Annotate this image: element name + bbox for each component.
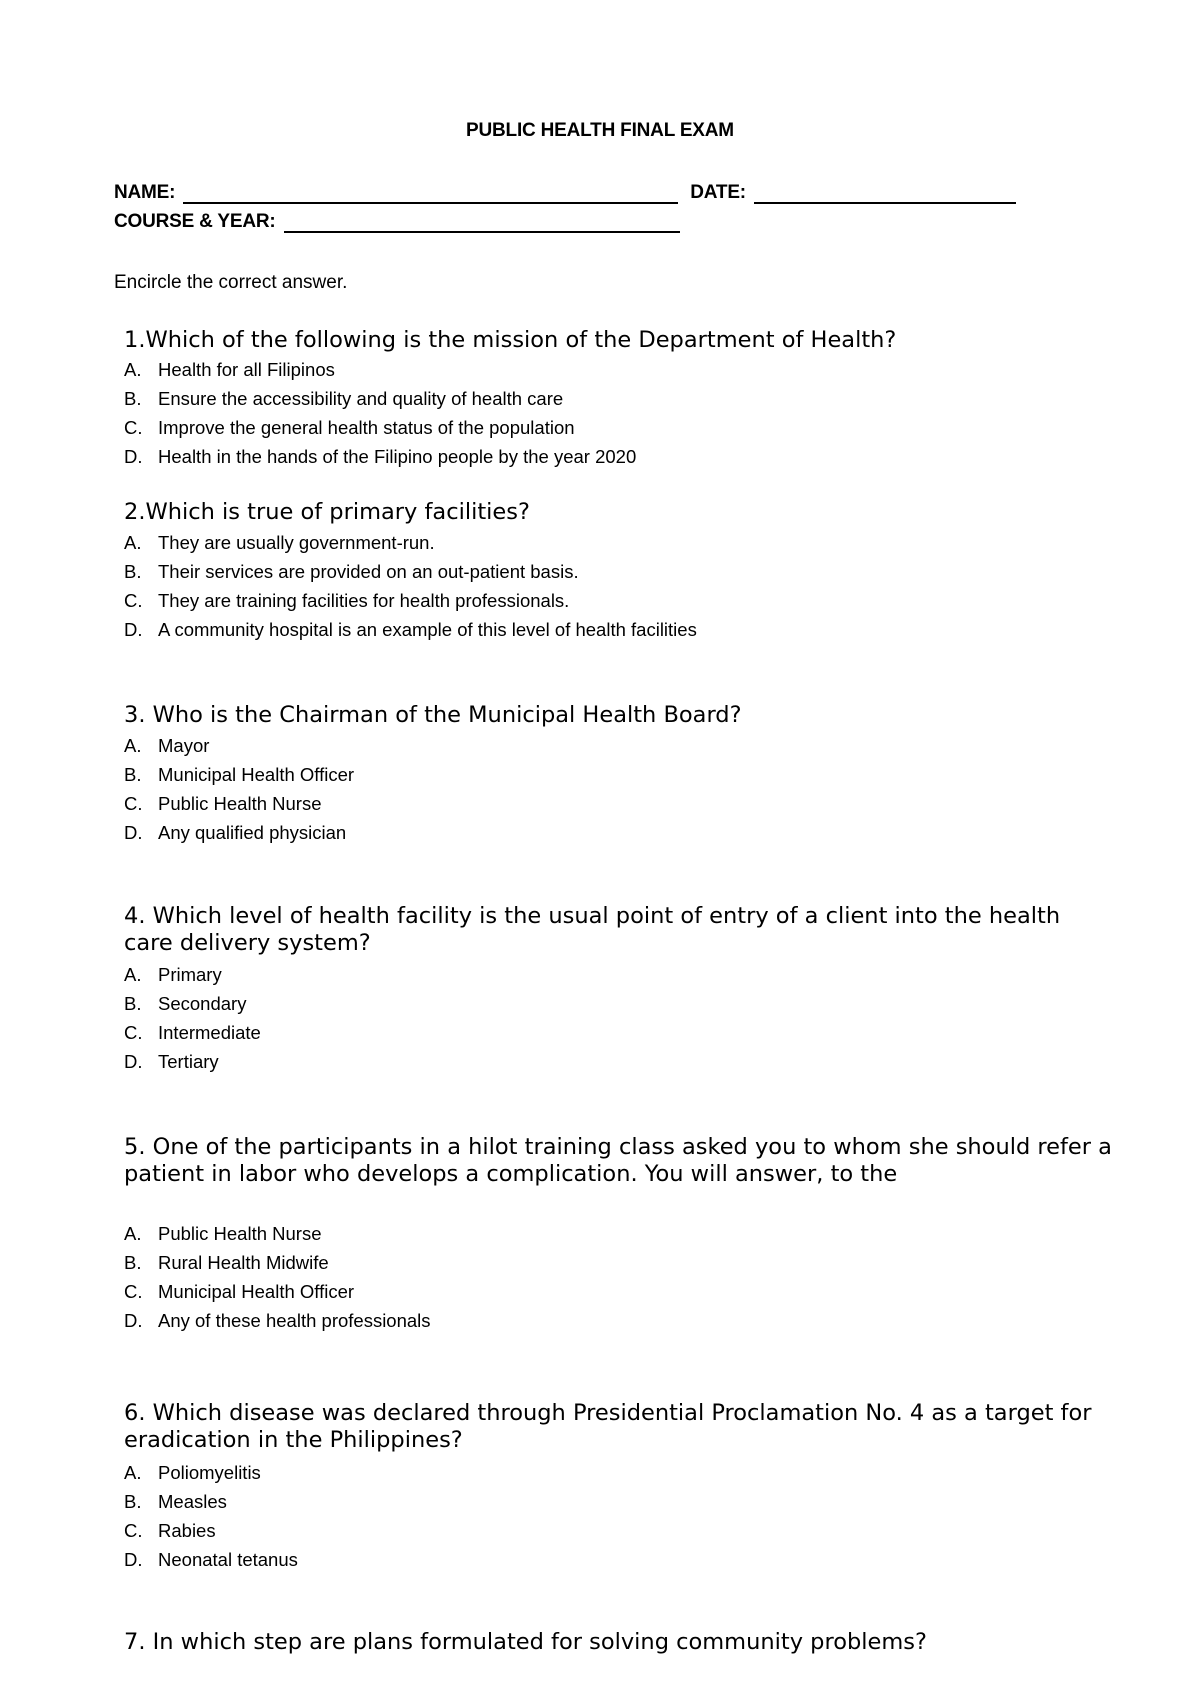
question-4-options bbox=[124, 960, 261, 1076]
option-6d[interactable]: D. Neonatal tetanus bbox=[124, 1549, 298, 1570]
option-5a[interactable]: A. Public Health Nurse bbox=[124, 1223, 322, 1244]
option-3c[interactable]: C. Public Health Nurse bbox=[124, 793, 322, 814]
question-1-text: 1.Which of the following is the mission of the Department of Health? bbox=[124, 327, 897, 353]
option-3b[interactable]: B. Municipal Health Officer bbox=[124, 764, 355, 785]
option-5d[interactable]: D. Any of these health professionals bbox=[124, 1310, 431, 1331]
question-3-options bbox=[124, 731, 354, 847]
option-1d[interactable]: D. Health in the hands of the Filipino people by the year 2020 bbox=[124, 446, 637, 467]
name-date-row bbox=[114, 182, 1016, 204]
option-2a[interactable]: A. They are usually government-run. bbox=[124, 532, 435, 553]
option-4a[interactable]: A. Primary bbox=[124, 964, 222, 985]
date-field[interactable] bbox=[754, 184, 1016, 204]
question-1-options bbox=[124, 355, 636, 471]
name-field[interactable] bbox=[183, 184, 678, 204]
option-2d[interactable]: D. A community hospital is an example of this level of health facilities bbox=[124, 619, 697, 640]
course-year-row bbox=[114, 211, 680, 233]
name-label: NAME: bbox=[114, 182, 176, 203]
option-4b[interactable]: B. Secondary bbox=[124, 993, 247, 1014]
question-6-text: 6. Which disease was declared through Presidential Proclamation No. 4 as a target for eradication in the Philippines? bbox=[124, 1400, 1092, 1453]
course-year-field[interactable] bbox=[284, 213, 680, 233]
course-year-label: COURSE & YEAR: bbox=[114, 211, 276, 232]
option-4c[interactable]: C. Intermediate bbox=[124, 1022, 261, 1043]
option-5b[interactable]: B. Rural Health Midwife bbox=[124, 1252, 329, 1273]
option-6b[interactable]: B. Measles bbox=[124, 1491, 227, 1512]
question-2-options bbox=[124, 528, 697, 644]
option-6a[interactable]: A. Poliomyelitis bbox=[124, 1462, 261, 1483]
option-5c[interactable]: C. Municipal Health Officer bbox=[124, 1281, 355, 1302]
question-2-text: 2.Which is true of primary facilities? bbox=[124, 499, 530, 525]
option-1a[interactable]: A. Health for all Filipinos bbox=[124, 359, 335, 380]
instruction-text: Encircle the correct answer. bbox=[114, 272, 348, 293]
option-3a[interactable]: A. Mayor bbox=[124, 735, 210, 756]
question-3-text: 3. Who is the Chairman of the Municipal Health Board? bbox=[124, 702, 742, 728]
date-label: DATE: bbox=[690, 182, 746, 203]
question-5-text: 5. One of the participants in a hilot training class asked you to whom she should refer a patient in labor who develops a complication. You will answer, to the bbox=[124, 1134, 1112, 1187]
question-7-text: 7. In which step are plans formulated for solving community problems? bbox=[124, 1629, 927, 1655]
option-3d[interactable]: D. Any qualified physician bbox=[124, 822, 347, 843]
option-1b[interactable]: B. Ensure the accessibility and quality of health care bbox=[124, 388, 564, 409]
option-6c[interactable]: C. Rabies bbox=[124, 1520, 216, 1541]
option-1c[interactable]: C. Improve the general health status of the population bbox=[124, 417, 575, 438]
option-2b[interactable]: B. Their services are provided on an out-patient basis. bbox=[124, 561, 579, 582]
option-2c[interactable]: C. They are training facilities for health professionals. bbox=[124, 590, 570, 611]
question-5-options bbox=[124, 1219, 431, 1335]
option-4d[interactable]: D. Tertiary bbox=[124, 1051, 219, 1072]
question-4-text: 4. Which level of health facility is the usual point of entry of a client into the health care delivery system? bbox=[124, 903, 1061, 956]
question-6-options bbox=[124, 1458, 298, 1574]
exam-title: PUBLIC HEALTH FINAL EXAM bbox=[466, 120, 734, 141]
